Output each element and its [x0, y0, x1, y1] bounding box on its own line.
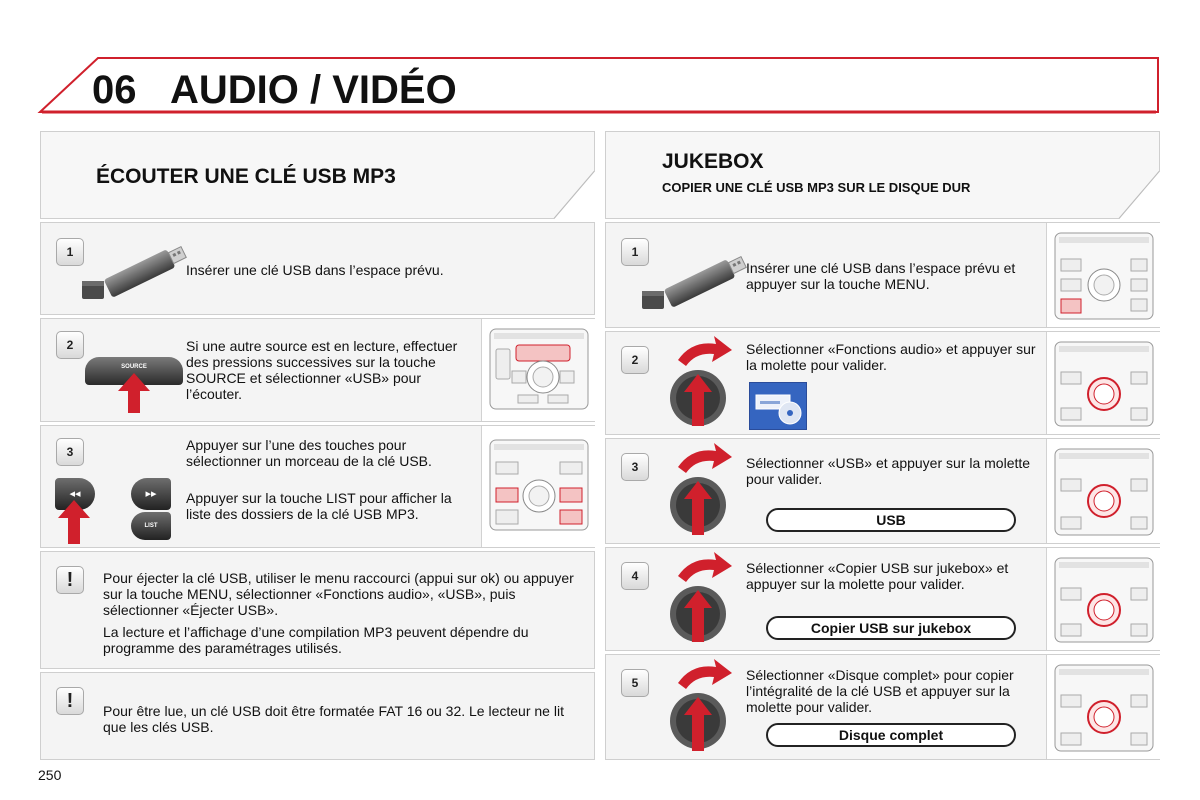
step-text: Sélectionner «Disque complet» pour copier l’intégralité de la clé USB et appuyer sur la molette pour valider.	[746, 667, 1014, 715]
control-panel-thumbnail	[481, 319, 595, 421]
control-panel-thumbnail	[1046, 223, 1160, 327]
control-panel-thumbnail	[1046, 655, 1160, 759]
note-text: Pour éjecter la clé USB, utiliser le menu raccourci (appui sur ok) ou appuyer sur la touche MENU, sélectionner «Fonctions audio», «USB», puis sélectionner «Éjecter USB».	[103, 570, 574, 618]
step-text-secondary: Appuyer sur la touche LIST pour afficher la liste des dossiers de la clé USB MP3.	[186, 490, 452, 522]
press-arrow-icon	[117, 373, 151, 413]
radio-faceplate-knob-icon	[1047, 655, 1161, 759]
step-text: Sélectionner «Copier USB sur jukebox» et appuyer sur la molette pour valider.	[746, 560, 1009, 592]
menu-option-copy-usb: Copier USB sur jukebox	[766, 616, 1016, 640]
note-text-secondary: La lecture et l’affichage d’une compilation MP3 peuvent dépendre du programme des paramétrages utilisés.	[103, 624, 529, 656]
step-number-badge: 2	[621, 346, 649, 374]
step-text: Insérer une clé USB dans l’espace prévu et appuyer sur la touche MENU.	[746, 260, 1016, 292]
rotary-knob-press-icon	[666, 334, 756, 434]
warning-icon: !	[56, 566, 84, 594]
radio-faceplate-track-keys-icon	[482, 426, 596, 547]
step-text: Sélectionner «USB» et appuyer sur la molette pour valider.	[746, 455, 1031, 487]
next-track-key: ▸▸	[131, 478, 171, 510]
left-step-2	[40, 318, 595, 422]
page-number: 250	[38, 767, 62, 783]
control-panel-thumbnail	[1046, 439, 1160, 543]
note-text: Pour être lue, un clé USB doit être formatée FAT 16 ou 32. Le lecteur ne lit que les clés USB.	[103, 703, 564, 735]
source-button-label: SOURCE	[121, 364, 147, 370]
usb-stick-icon	[636, 251, 756, 315]
menu-option-usb: USB	[766, 508, 1016, 532]
control-panel-thumbnail	[1046, 548, 1160, 650]
radio-faceplate-knob-icon	[1047, 332, 1161, 434]
rotary-knob-press-icon	[666, 657, 756, 759]
step-text: Appuyer sur l’une des touches pour sélectionner un morceau de la clé USB.	[186, 437, 432, 469]
press-arrow-icon	[57, 500, 91, 544]
warning-icon: !	[56, 687, 84, 715]
right-section-subtitle: COPIER UNE CLÉ USB MP3 SUR LE DISQUE DUR	[662, 180, 971, 195]
step-text: Si une autre source est en lecture, effectuer des pressions successives sur la touche SOURCE et sélectionner «USB» pour l’écouter.	[186, 338, 458, 402]
radio-faceplate-knob-icon	[1047, 439, 1161, 543]
control-panel-thumbnail	[1046, 332, 1160, 434]
right-section-header-box	[605, 131, 1160, 219]
right-step-4	[605, 547, 1160, 651]
step-number-badge: 3	[56, 438, 84, 466]
list-key: LIST	[131, 512, 171, 540]
step-text: Sélectionner «Fonctions audio» et appuyer sur la molette pour valider.	[746, 341, 1036, 373]
radio-faceplate-knob-icon	[1047, 548, 1161, 650]
usb-stick-icon	[76, 241, 196, 305]
radio-faceplate-source-icon	[482, 319, 596, 421]
left-step-3	[40, 425, 595, 548]
left-section-title: ÉCOUTER UNE CLÉ USB MP3	[96, 165, 396, 188]
right-section-title: JUKEBOX	[662, 150, 764, 173]
control-panel-thumbnail	[481, 426, 595, 547]
right-step-5	[605, 654, 1160, 760]
cd-player-icon	[750, 383, 808, 431]
left-note-format	[40, 672, 595, 760]
right-step-2	[605, 331, 1160, 435]
left-step-1	[40, 222, 595, 315]
rotary-knob-press-icon	[666, 441, 756, 543]
step-number-badge: 5	[621, 669, 649, 697]
audio-functions-icon	[749, 382, 807, 430]
step-number-badge: 4	[621, 562, 649, 590]
step-number-badge: 3	[621, 453, 649, 481]
previous-track-key: ◂◂	[55, 478, 95, 510]
left-note-eject	[40, 551, 595, 669]
menu-option-full-disc: Disque complet	[766, 723, 1016, 747]
step-text: Insérer une clé USB dans l’espace prévu.	[186, 262, 444, 278]
right-step-1	[605, 222, 1160, 328]
step-number-badge: 1	[621, 238, 649, 266]
right-step-3	[605, 438, 1160, 544]
rotary-knob-press-icon	[666, 550, 756, 650]
step-number-badge: 2	[56, 331, 84, 359]
chapter-number: 06	[92, 68, 137, 112]
radio-faceplate-menu-icon	[1047, 223, 1161, 327]
chapter-title: AUDIO / VIDÉO	[170, 68, 457, 112]
step-number-badge: 1	[56, 238, 84, 266]
